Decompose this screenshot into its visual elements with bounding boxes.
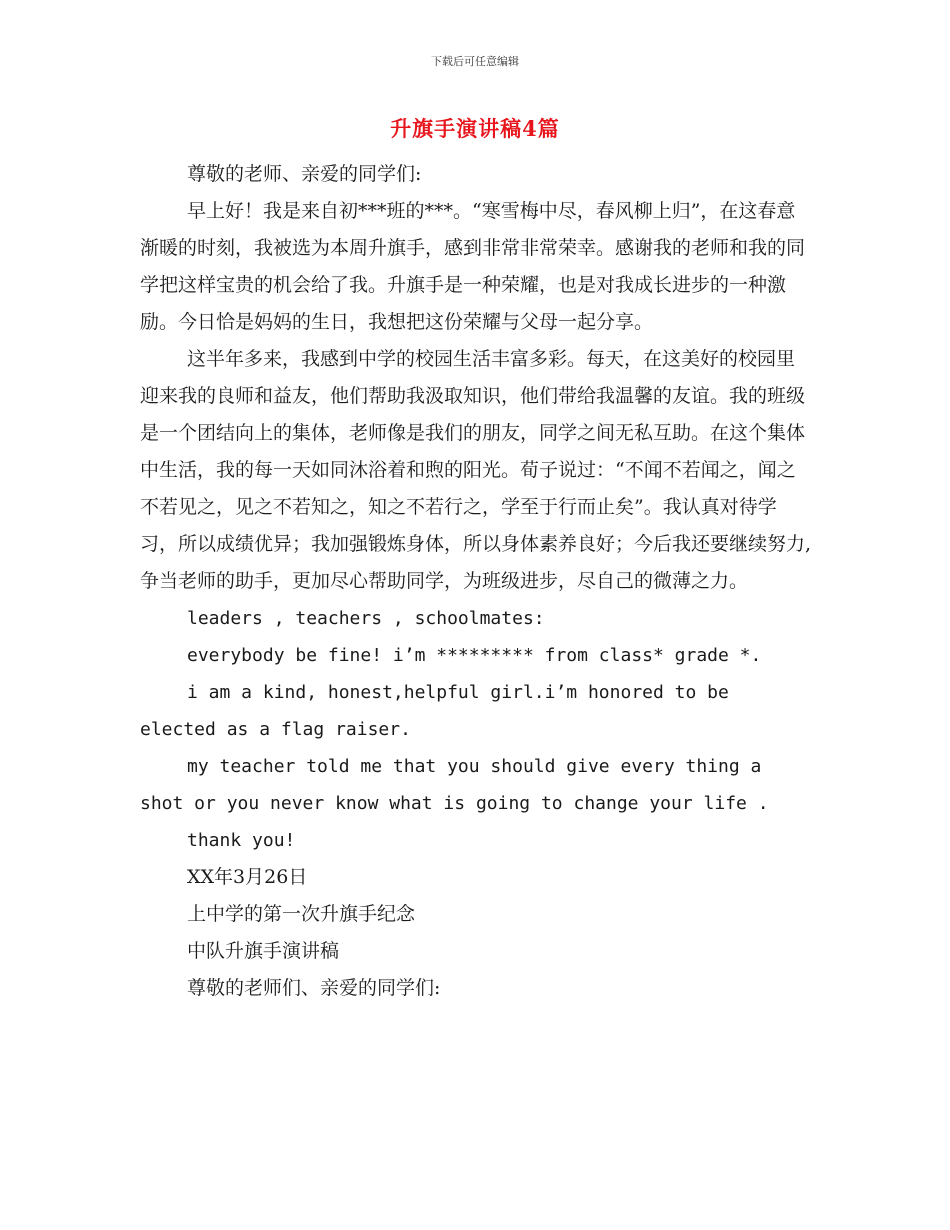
paragraph-school-life: 这半年多来，我感到中学的校园生活丰富多彩。每天，在这美好的校园里迎来我的良师和益友，他们帮助我汲取知识，他们带给我温馨的友谊。我的班级是一个团结向上的集体，老师像是我们的朋友，同学之间无私互助。在这个集体中生活，我的每一天如同沐浴着和煦的阳光。荀子说过：“不闻不若闻之，闻之不若见之，见之不若知之，知之不若行之，学至于行而止矣”。我认真对待学习，所以成绩优异；我加强锻炼身体，所以身体素养良好；今后我还要继续努力,争当老师的助手，更加尽心帮助同学，为班级进步，尽自己的微薄之力。 xyxy=(140,348,812,592)
english-teacher-quote: my teacher told me that you should give every thing a shot or you never know what is going to change your life . xyxy=(140,756,769,814)
english-thanks: thank you! xyxy=(187,830,296,851)
section-heading: 中队升旗手演讲稿 xyxy=(187,940,340,962)
paragraph-greeting: 早上好！我是来自初***班的***。“寒雪梅中尽，春风柳上归”，在这春意渐暖的时刻，我被选为本周升旗手，感到非常非常荣幸。感谢我的老师和我的同学把这样宝贵的机会给了我。升旗手是一种荣耀，也是对我成长进步的一种激励。今日恰是妈妈的生日，我想把这份荣耀与父母一起分享。 xyxy=(140,200,806,333)
second-salutation: 尊敬的老师们、亲爱的同学们: xyxy=(187,977,441,999)
salutation: 尊敬的老师、亲爱的同学们: xyxy=(187,163,422,185)
english-self-description: i am a kind, honest,helpful girl.i’m honored to be elected as a flag raiser. xyxy=(140,682,729,740)
english-intro: everybody be fine! i’m ********* from class* grade *. xyxy=(187,645,762,666)
date-line: XX年3月26日 xyxy=(187,866,308,888)
document-title: 升旗手演讲稿4篇 xyxy=(390,116,560,141)
section-caption: 上中学的第一次升旗手纪念 xyxy=(187,903,416,925)
header-note: 下载后可任意编辑 xyxy=(431,55,519,68)
document-body xyxy=(140,156,812,1007)
english-salutation: leaders , teachers , schoolmates: xyxy=(187,608,545,629)
